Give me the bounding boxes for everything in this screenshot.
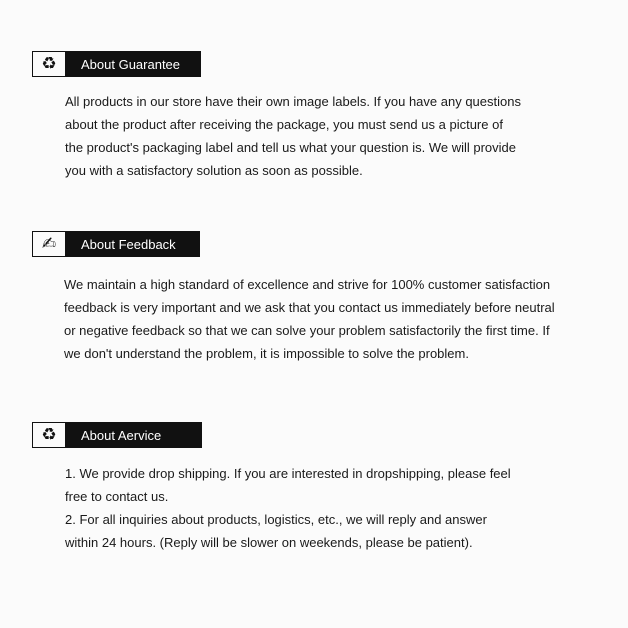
service-line: 1. We provide drop shipping. If you are interested in dropshipping, please feel [65,466,511,481]
guarantee-header [32,51,201,77]
feedback-line: We maintain a high standard of excellence and strive for 100% customer satisfaction [64,277,551,292]
feedback-line: feedback is very important and we ask that you contact us immediately before neutral [64,300,555,315]
guarantee-line: about the product after receiving the package, you must send us a picture of [65,117,503,132]
service-header [32,422,202,448]
guarantee-title: About Guarantee [81,56,181,72]
guarantee-line: the product's packaging label and tell us what your question is. We will provide [65,140,516,155]
feedback-icon: ✍ [33,232,65,256]
feedback-header [32,231,200,257]
feedback-title: About Feedback [81,236,176,252]
recycle-icon: ♻ [33,423,65,447]
feedback-line: we don't understand the problem, it is impossible to solve the problem. [64,346,469,361]
feedback-text [64,273,555,365]
guarantee-line: All products in our store have their own image labels. If you have any questions [65,94,521,109]
service-line: free to contact us. [65,489,169,504]
service-line: within 24 hours. (Reply will be slower on weekends, please be patient). [65,535,473,550]
guarantee-line: you with a satisfactory solution as soon as possible. [65,163,363,178]
guarantee-text [65,90,521,182]
service-line: 2. For all inquiries about products, logistics, etc., we will reply and answer [65,512,487,527]
service-title: About Aervice [81,427,162,443]
service-text [65,462,511,554]
feedback-line: or negative feedback so that we can solve your problem satisfactorily the first time. If [64,323,550,338]
recycle-icon: ♻ [33,52,65,76]
